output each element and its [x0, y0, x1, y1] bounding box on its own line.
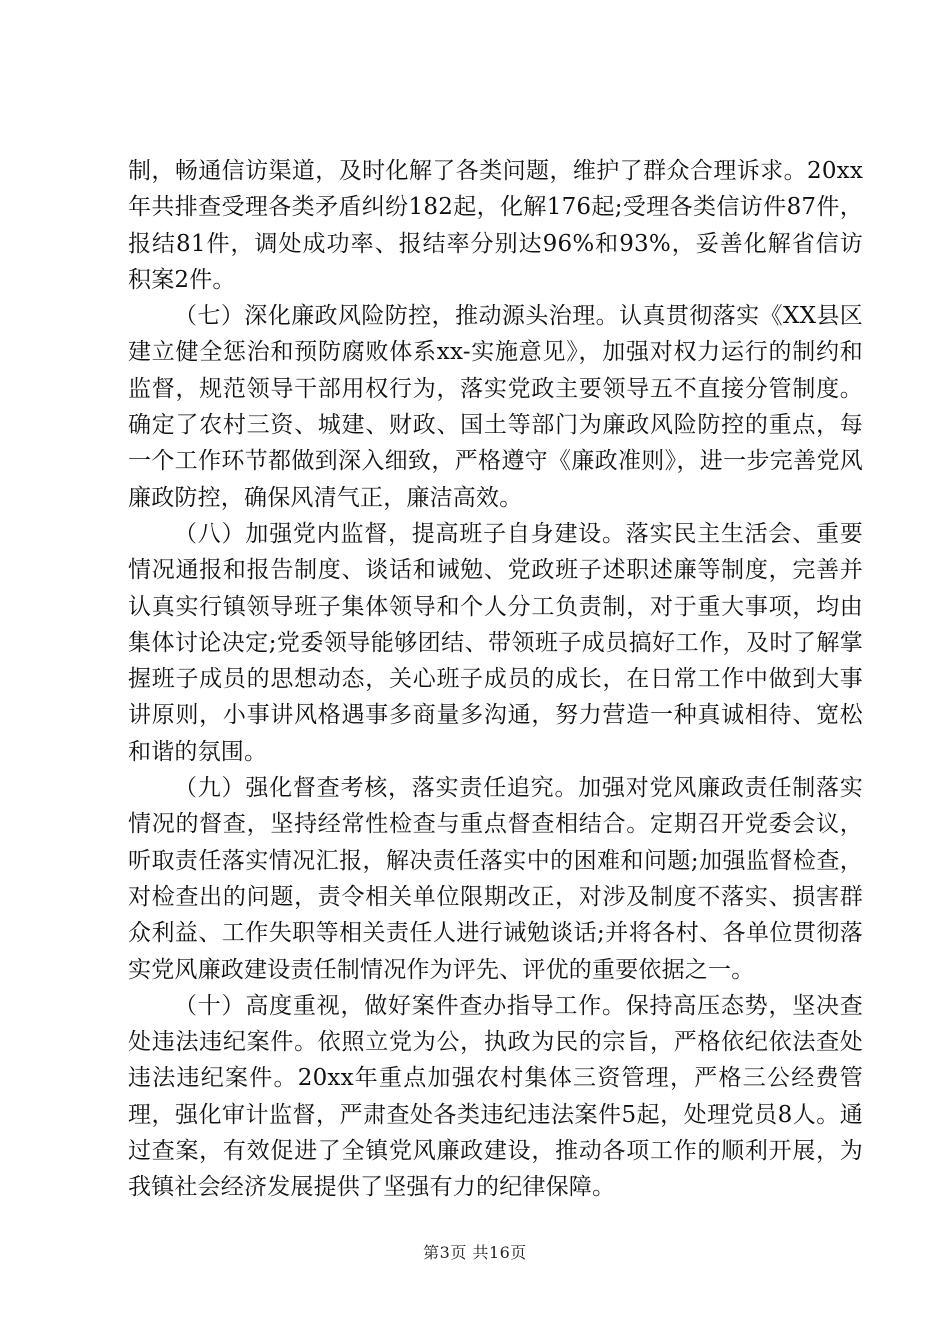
paragraph-continuation: 制，畅通信访渠道，及时化解了各类问题，维护了群众合理诉求。20xx年共排查受理各类矛盾纠纷182起，化解176起;受理各类信访件87件，报结81件，调处成功率、报结率分别达96%和93%，妥善化解省信访积案2件。 — [128, 158, 863, 293]
paragraph-section-7: （七）深化廉政风险防控，推动源头治理。认真贯彻落实《XX县区建立健全惩治和预防腐败体系xx-实施意见》，加强对权力运行的制约和监督，规范领导干部用权行为，落实党政主要领导五不直接分管制度。确定了农村三资、城建、财政、国土等部门为廉政风险防控的重点，每一个工作环节都做到深入细致，严格遵守《廉政准则》，进一步完善党风廉政防控，确保风清气正，廉洁高效。 — [128, 303, 863, 511]
page-footer: 第3页 共16页 — [423, 1243, 527, 1262]
paragraph-section-8: （八）加强党内监督，提高班子自身建设。落实民主生活会、重要情况通报和报告制度、谈话和诫勉、党政班子述职述廉等制度，完善并认真实行镇领导班子集体领导和个人分工负责制，对于重大事项，均由集体讨论决定;党委领导能够团结、带领班子成员搞好工作，及时了解掌握班子成员的思想动态，关心班子成员的成长，在日常工作中做到大事讲原则，小事讲风格遇事多商量多沟通，努力营造一种真诚相待、宽松和谐的氛围。 — [128, 520, 863, 765]
document-body — [128, 153, 863, 1206]
paragraph-section-9: （九）强化督查考核，落实责任追究。加强对党风廉政责任制落实情况的督查，坚持经常性检查与重点督查相结合。定期召开党委会议，听取责任落实情况汇报，解决责任落实中的困难和问题;加强监督检查，对检查出的问题，责令相关单位限期改正，对涉及制度不落实、损害群众利益、工作失职等相关责任人进行诫勉谈话;并将各村、各单位贯彻落实党风廉政建设责任制情况作为评先、评优的重要依据之一。 — [128, 775, 863, 983]
paragraph-section-10: （十）高度重视，做好案件查办指导工作。保持高压态势，坚决查处违法违纪案件。依照立党为公，执政为民的宗旨，严格依纪依法查处违法违纪案件。20xx年重点加强农村集体三资管理，严格三公经费管理，强化审计监督，严肃查处各类违纪违法案件5起，处理党员8人。通过查案，有效促进了全镇党风廉政建设，推动各项工作的顺利开展，为我镇社会经济发展提供了坚强有力的纪律保障。 — [128, 992, 863, 1201]
